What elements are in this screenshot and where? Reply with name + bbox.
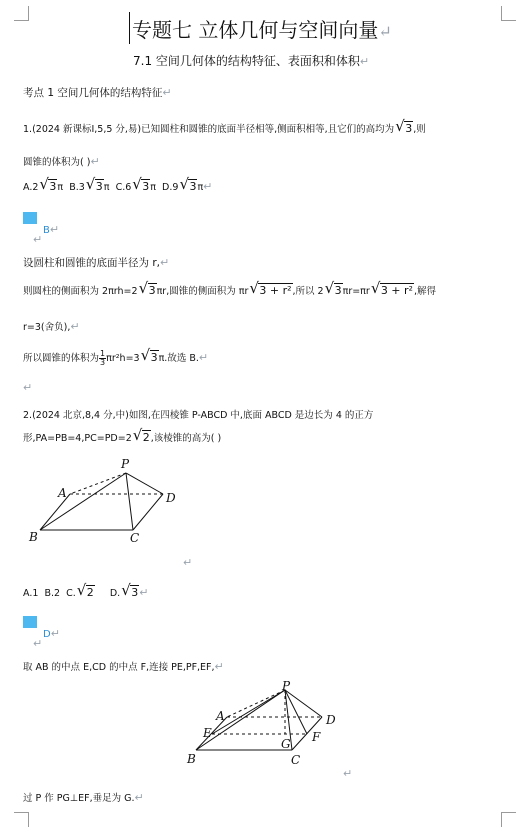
fig2-label-a: A [216, 709, 225, 723]
page-subtitle: 7.1 空间几何体的结构特征、表面积和体积↵ [133, 54, 370, 68]
q1-option-d[interactable]: D.9 √ 3π [162, 175, 204, 193]
q2-option-c[interactable]: C. √ 2 [66, 581, 94, 599]
fig2-label-f: F [312, 730, 321, 744]
q1-solution-line2: 则圆柱的侧面积为 2πrh=2 √ 3πr,圆锥的侧面积为 πr √ 3 + r²,所以 2 √ 3πr=πr √ 3 + r²,解得 [23, 279, 436, 297]
q2-option-d[interactable]: D. √ 3 [109, 581, 139, 599]
paragraph-mark: ↵ [33, 637, 43, 650]
q2-stem-line1: 2.(2024 北京,8,4 分,中)如图,在四棱锥 P-ABCD 中,底面 ABCD 是边长为 4 的正方 [23, 410, 374, 421]
fig1-label-b: B [29, 530, 38, 544]
fig1-label-d: D [166, 491, 176, 505]
q1-answer: B↵ [43, 223, 60, 236]
fig2-label-d: D [326, 713, 336, 727]
q1-solution-line4: 所以圆锥的体积为 $\frac{1}{3}$ πr²h=3 √ 3π.故选 B.↵ [23, 346, 209, 367]
fig1-label-c: C [130, 531, 140, 545]
q2-solution-line2: 过 P 作 PG⊥EF,垂足为 G.↵ [23, 791, 144, 804]
paragraph-mark: ↵ [23, 381, 33, 394]
page-title: 专题七 立体几何与空间向量↵ [132, 18, 392, 42]
q2-stem-line2: 形,PA=PB=4,PC=PD=2 √ 2,该棱锥的高为( ) [23, 426, 222, 444]
q1-solution-line3: r=3(舍负),↵ [23, 320, 80, 333]
q1-stem-line1: 1.(2024 新课标Ⅰ,5,5 分,易)已知圆柱和圆锥的底面半径相等,侧面积相等,且它们的高均为 √ 3,则 [23, 117, 426, 135]
q1-stem-line2: 圆锥的体积为( )↵ [23, 155, 100, 168]
q1-options: A.2 √ 3π B.3 √ 3π C.6 √ 3π D.9 √ 3π↵ [23, 175, 213, 193]
q1-option-a[interactable]: A.2 √ 3π [23, 175, 64, 193]
fig2-label-c: C [291, 753, 301, 767]
section-heading: 考点 1 空间几何体的结构特征↵ [23, 86, 172, 99]
q2-options: A.1 B.2 C. √ 2 D. √ 3↵ [23, 581, 149, 599]
q2-solution-line1: 取 AB 的中点 E,CD 的中点 F,连接 PE,PF,EF,↵ [23, 660, 224, 673]
q2-option-b[interactable]: B.2 [44, 588, 61, 599]
q1-solution-line1: 设圆柱和圆锥的底面半径为 r,↵ [23, 256, 170, 269]
q1-option-b[interactable]: B.3 √ 3π [69, 175, 110, 193]
fig1-label-p: P [121, 457, 130, 471]
fig2-label-b: B [187, 752, 196, 766]
q2-option-a[interactable]: A.1 [23, 588, 39, 599]
q2-answer: D↵ [43, 627, 60, 640]
q1-option-c[interactable]: C.6 √ 3π [115, 175, 156, 193]
fig2-label-p: P [282, 679, 291, 693]
fig2-label-e: E [203, 726, 212, 740]
q2-answer-box [23, 616, 37, 628]
paragraph-mark: ↵ [343, 767, 353, 780]
fig2-label-g: G [281, 737, 291, 751]
paragraph-mark: ↵ [183, 556, 193, 569]
paragraph-mark: ↵ [33, 233, 43, 246]
fig1-label-a: A [58, 486, 67, 500]
